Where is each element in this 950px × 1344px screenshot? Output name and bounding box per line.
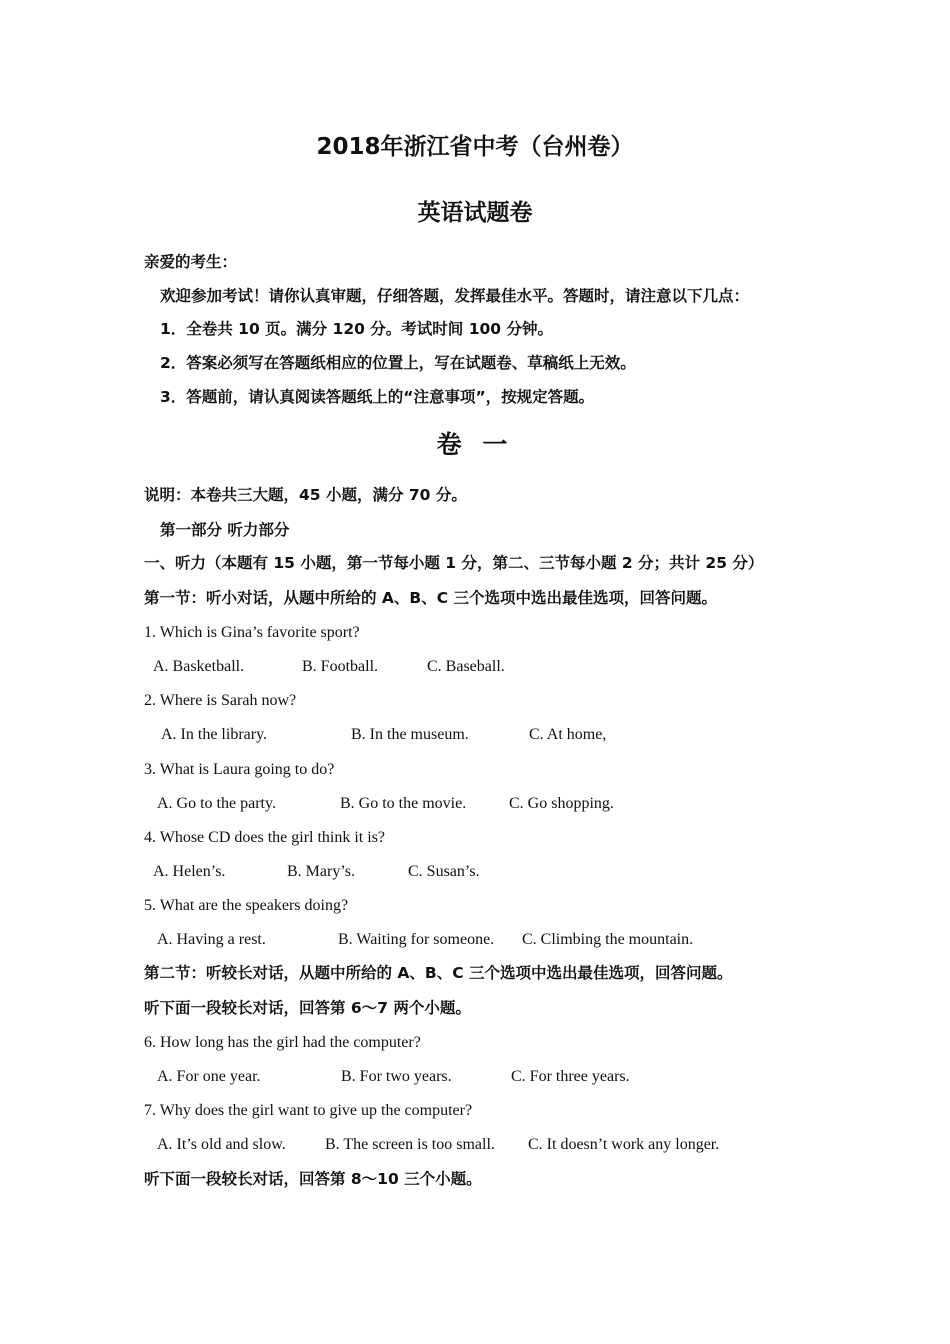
question-5: 5. What are the speakers doing?	[144, 897, 349, 914]
q7-option-c: C. It doesn’t work any longer.	[528, 1136, 720, 1153]
question-6: 6. How long has the girl had the computer?	[144, 1034, 421, 1051]
q2-option-b: B. In the museum.	[351, 726, 469, 743]
q6-option-a: A. For one year.	[157, 1068, 261, 1085]
q7-option-b: B. The screen is too small.	[325, 1136, 495, 1153]
paper-subtitle: 英语试题卷	[417, 200, 533, 226]
part-heading: 第一部分 听力部分	[160, 521, 290, 539]
q1-option-c: C. Baseball.	[427, 658, 505, 675]
question-7: 7. Why does the girl want to give up the computer?	[144, 1102, 473, 1119]
dialog-2-intro: 听下面一段较长对话，回答第 8～10 三个小题。	[144, 1170, 482, 1188]
q2-option-a: A. In the library.	[161, 726, 268, 743]
dialog-1-intro: 听下面一段较长对话，回答第 6～7 两个小题。	[144, 999, 471, 1017]
q4-option-c: C. Susan’s.	[408, 863, 480, 880]
volume-explanation: 说明：本卷共三大题，45 小题，满分 70 分。	[144, 486, 467, 504]
section-1-instructions: 第一节：听小对话，从题中所给的 A、B、C 三个选项中选出最佳选项，回答问题。	[144, 589, 717, 607]
question-3: 3. What is Laura going to do?	[144, 761, 335, 778]
q3-option-a: A. Go to the party.	[157, 795, 276, 812]
question-1: 1. Which is Gina’s favorite sport?	[144, 624, 360, 641]
greeting: 亲爱的考生：	[144, 253, 238, 271]
q4-option-b: B. Mary’s.	[287, 863, 355, 880]
note-2: 2．答案必须写在答题纸相应的位置上，写在试题卷、草稿纸上无效。	[160, 354, 636, 372]
note-1: 1．全卷共 10 页。满分 120 分。考试时间 100 分钟。	[160, 320, 553, 338]
q6-option-c: C. For three years.	[511, 1068, 630, 1085]
q1-option-a: A. Basketball.	[153, 658, 245, 675]
volume-heading: 卷 一	[436, 430, 514, 459]
q4-option-a: A. Helen’s.	[153, 863, 226, 880]
page-title: 2018年浙江省中考（台州卷）	[316, 134, 634, 160]
section-heading: 一、听力（本题有 15 小题，第一节每小题 1 分，第二、三节每小题 2 分；共计 25 分）	[144, 554, 764, 572]
q3-option-b: B. Go to the movie.	[340, 795, 467, 812]
section-2-instructions: 第二节：听较长对话，从题中所给的 A、B、C 三个选项中选出最佳选项，回答问题。	[144, 964, 733, 982]
q3-option-c: C. Go shopping.	[509, 795, 614, 812]
q6-option-b: B. For two years.	[341, 1068, 452, 1085]
question-4: 4. Whose CD does the girl think it is?	[144, 829, 386, 846]
q2-option-c: C. At home,	[529, 726, 607, 743]
q5-option-c: C. Climbing the mountain.	[522, 931, 694, 948]
welcome-text: 欢迎参加考试！请你认真审题，仔细答题，发挥最佳水平。答题时，请注意以下几点：	[160, 287, 750, 305]
q5-option-a: A. Having a rest.	[157, 931, 266, 948]
q7-option-a: A. It’s old and slow.	[157, 1136, 286, 1153]
q1-option-b: B. Football.	[302, 658, 379, 675]
question-2: 2. Where is Sarah now?	[144, 692, 297, 709]
note-3: 3．答题前，请认真阅读答题纸上的“注意事项”，按规定答题。	[160, 388, 595, 406]
q5-option-b: B. Waiting for someone.	[338, 931, 495, 948]
